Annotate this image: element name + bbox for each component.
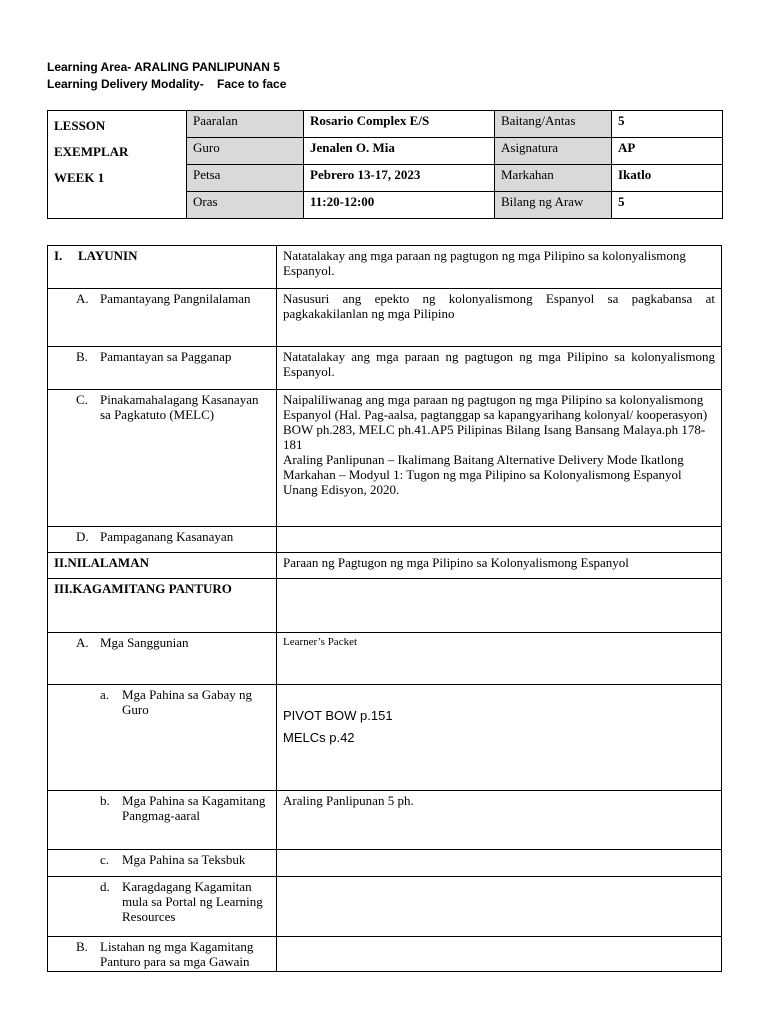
gabay-ng-guro-value-1: PIVOT BOW p.151 (283, 708, 393, 723)
gabay-ng-guro-cell (48, 685, 277, 791)
learning-area-header: Learning Area- ARALING PANLIPUNAN 5 (47, 60, 280, 74)
pamantayang-pangnilalaman-label: Pamantayang Pangnilalaman (100, 291, 251, 306)
info-label-oras: Oras (187, 192, 304, 219)
info-value-asignatura: AP (612, 138, 723, 165)
item-number: d. (100, 879, 110, 894)
sanggunian-label: Mga Sanggunian (100, 635, 189, 650)
kagamitang-pangmag-aaral-value: Araling Panlipunan 5 ph. (277, 791, 722, 850)
pamantayang-pangnilalaman-cell (48, 289, 277, 347)
info-value-bilang: 5 (612, 192, 723, 219)
listahan-value (277, 937, 722, 972)
info-label-markahan: Markahan (495, 165, 612, 192)
listahan-cell (48, 937, 277, 972)
kagamitang-panturo-value (277, 579, 722, 633)
melc-value-cell (277, 390, 722, 527)
item-number: D. (76, 529, 89, 544)
melc-value-3: Araling Panlipunan – Ikalimang Baitang Alternative Delivery Mode Ikatlong Markahan – Modyul 1: Tugon ng mga Pilipino sa Kolonyalismong Espanyol Unang Edisyon, 2020. (283, 452, 684, 497)
info-table (47, 110, 723, 219)
teksbuk-label: Mga Pahina sa Teksbuk (122, 852, 246, 867)
info-label-bilang: Bilang ng Araw (495, 192, 612, 219)
item-number: A. (76, 635, 89, 650)
melc-value-2: BOW ph.283, MELC ph.41.AP5 Pilipinas Bilang Isang Bansang Malaya.ph 178-181 (283, 422, 706, 452)
layunin-label-cell (48, 246, 277, 289)
info-value-markahan: Ikatlo (612, 165, 723, 192)
melc-cell (48, 390, 277, 527)
pampaganang-kasanayan-value (277, 527, 722, 553)
info-value-paaralan: Rosario Complex E/S (304, 111, 495, 138)
pamantayang-pangnilalaman-value: Nasusuri ang epekto ng kolonyalismong Espanyol sa pagkabansa at pagkakakilanlan ng mga Pilipino (277, 289, 722, 347)
layunin-number: I. (54, 248, 63, 263)
info-label-asignatura: Asignatura (495, 138, 612, 165)
info-label-guro: Guro (187, 138, 304, 165)
lesson-plan-table (47, 245, 722, 972)
teksbuk-cell (48, 850, 277, 877)
pampaganang-kasanayan-label: Pampaganang Kasanayan (100, 529, 234, 544)
info-value-petsa: Pebrero 13-17, 2023 (304, 165, 495, 192)
item-number: b. (100, 793, 110, 808)
item-number: a. (100, 687, 110, 702)
delivery-modality-header: Learning Delivery Modality- Face to face (47, 77, 287, 91)
pamantayan-sa-pagganap-value: Natatalakay ang mga paraan ng pagtugon ng mga Pilipino sa kolonyalismong Espanyol. (277, 347, 722, 390)
pamantayan-sa-pagganap-cell (48, 347, 277, 390)
pamantayan-sa-pagganap-label: Pamantayan sa Pagganap (100, 349, 232, 364)
item-number: A. (76, 291, 89, 306)
info-value-baitang: 5 (612, 111, 723, 138)
layunin-label: LAYUNIN (78, 248, 138, 263)
kagamitang-pangmag-aaral-cell (48, 791, 277, 850)
nilalaman-value: Paraan ng Pagtugon ng mga Pilipino sa Kolonyalismong Espanyol (277, 553, 722, 579)
lesson-exemplar-cell (48, 111, 187, 219)
pampaganang-kasanayan-cell (48, 527, 277, 553)
teksbuk-value (277, 850, 722, 877)
item-number: C. (76, 392, 88, 407)
melc-value-1: Naipaliliwanag ang mga paraan ng pagtugon ng mga Pilipino sa kolonyalismong Espanyol (Hal. Pag-aalsa, pagtanggap sa kapangyarihang kolonyal/ kooperasyon) (283, 392, 708, 422)
portal-learning-resources-value (277, 877, 722, 937)
kagamitang-pangmag-aaral-label: Mga Pahina sa Kagamitang Pangmag-aaral (122, 793, 266, 823)
portal-learning-resources-cell (48, 877, 277, 937)
info-label-paaralan: Paaralan (187, 111, 304, 138)
info-label-baitang: Baitang/Antas (495, 111, 612, 138)
gabay-ng-guro-label: Mga Pahina sa Gabay ng Guro (122, 687, 252, 717)
info-value-guro: Jenalen O. Mia (304, 138, 495, 165)
portal-learning-resources-label: Karagdagang Kagamitan mula sa Portal ng Learning Resources (122, 879, 263, 924)
sanggunian-cell (48, 633, 277, 685)
sanggunian-value: Learner’s Packet (277, 633, 722, 685)
melc-label: Pinakamahalagang Kasanayan sa Pagkatuto (MELC) (100, 392, 259, 422)
layunin-value: Natatalakay ang mga paraan ng pagtugon ng mga Pilipino sa kolonyalismong Espanyol. (277, 246, 722, 289)
item-number: B. (76, 349, 88, 364)
lesson-label: LESSON (54, 118, 106, 133)
item-number: B. (76, 939, 88, 954)
week-label: WEEK 1 (54, 170, 105, 185)
info-label-petsa: Petsa (187, 165, 304, 192)
exemplar-label: EXEMPLAR (54, 144, 129, 159)
gabay-ng-guro-value-cell (277, 685, 722, 791)
nilalaman-label: II.NILALAMAN (48, 553, 277, 579)
kagamitang-panturo-label: III.KAGAMITANG PANTURO (48, 579, 277, 633)
item-number: c. (100, 852, 110, 867)
gabay-ng-guro-value-2: MELCs p.42 (283, 730, 355, 745)
info-value-oras: 11:20-12:00 (304, 192, 495, 219)
listahan-label: Listahan ng mga Kagamitang Panturo para sa mga Gawain (100, 939, 254, 969)
